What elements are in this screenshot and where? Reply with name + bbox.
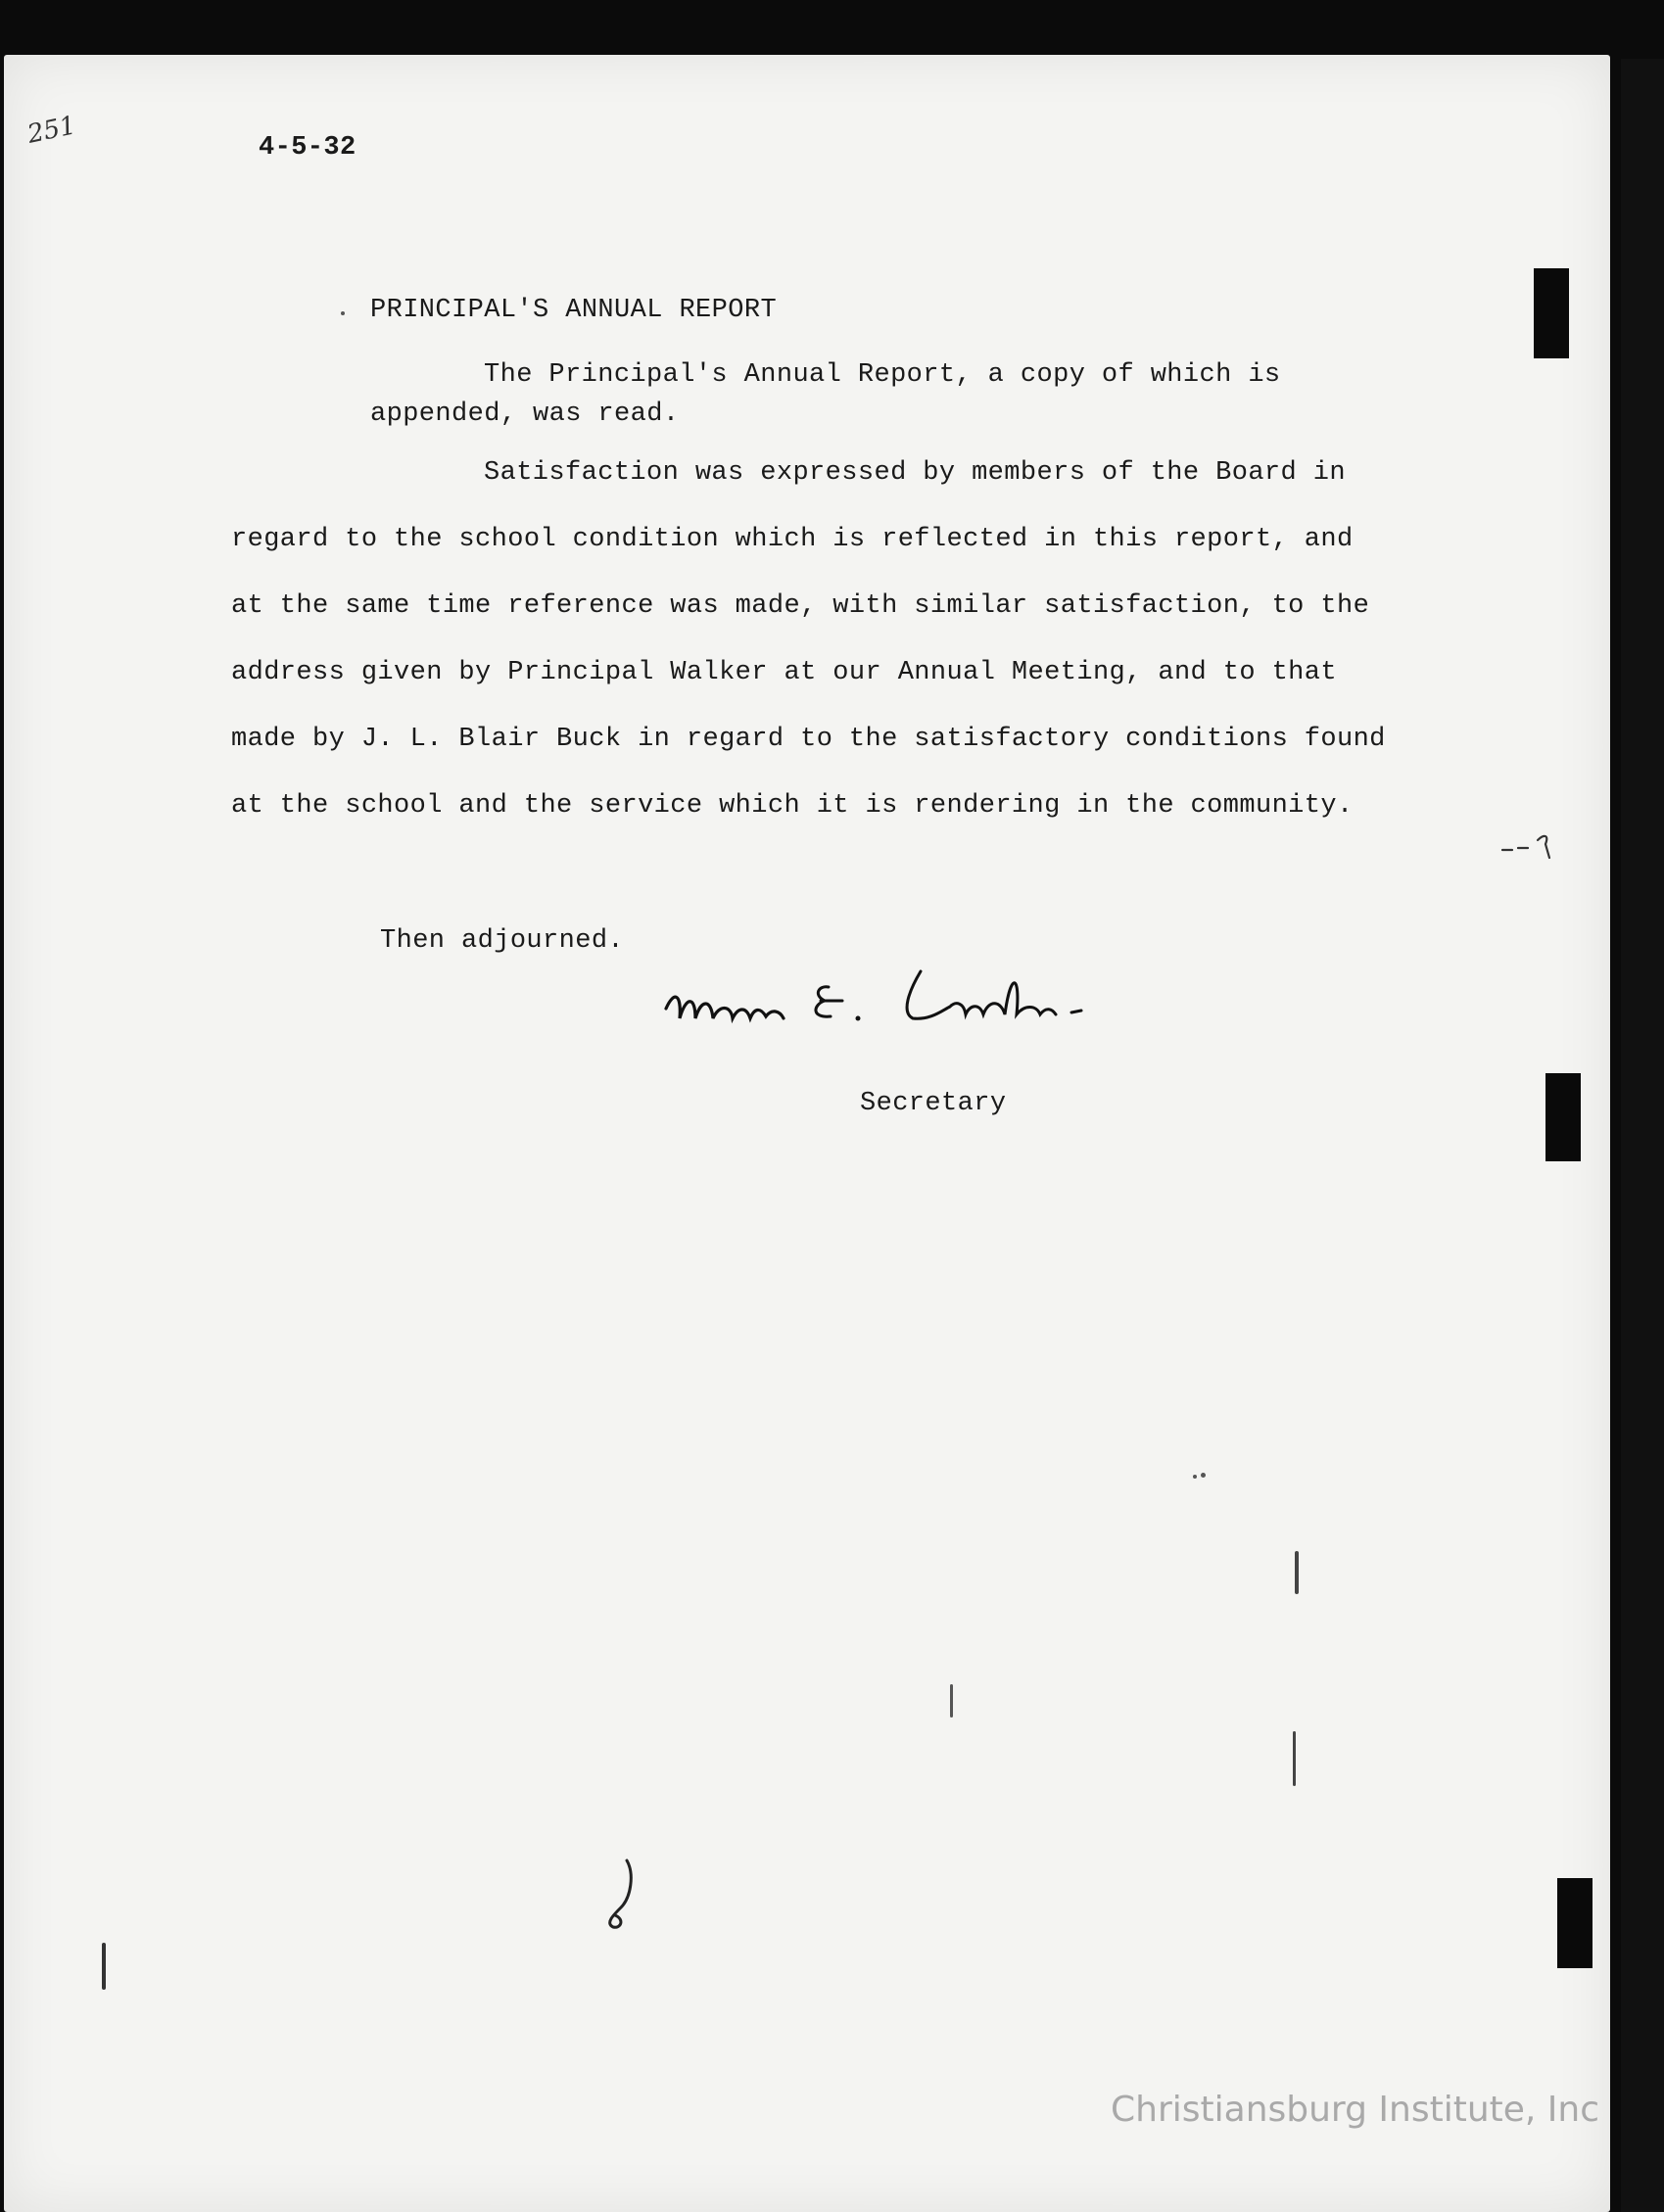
film-tab-top <box>1534 268 1569 358</box>
pencil-mark <box>592 1855 650 1933</box>
film-tab-bottom <box>1557 1878 1593 1968</box>
signature-title: Secretary <box>860 1089 1007 1118</box>
scan-artifact <box>102 1943 106 1990</box>
scan-artifact <box>341 311 345 315</box>
paragraph-2-line-5: made by J. L. Blair Buck in regard to the satisfactory conditions found <box>231 725 1386 754</box>
paragraph-2-line-4: address given by Principal Walker at our Annual Meeting, and to that <box>231 658 1337 687</box>
closing-line: Then adjourned. <box>380 926 625 956</box>
film-tab-middle <box>1545 1073 1581 1161</box>
document-date: 4-5-32 <box>259 133 357 163</box>
scan-artifact <box>1295 1551 1299 1594</box>
margin-scribble <box>1498 824 1567 864</box>
paragraph-2-line-3: at the same time reference was made, with similar satisfaction, to the <box>231 591 1370 621</box>
margin-note: 251 <box>24 111 79 150</box>
paragraph-1-line-1: The Principal's Annual Report, a copy of which is <box>484 360 1281 390</box>
watermark: Christiansburg Institute, Inc <box>1111 2090 1600 2130</box>
scan-edge-strip <box>1621 59 1664 2212</box>
scan-artifact <box>1201 1473 1206 1478</box>
handwritten-signature <box>656 962 1146 1050</box>
paragraph-2-line-2: regard to the school condition which is reflected in this report, and <box>231 525 1354 554</box>
paragraph-2-line-6: at the school and the service which it is rendering in the community. <box>231 791 1354 821</box>
paragraph-1-line-2: appended, was read. <box>370 400 680 429</box>
scan-artifact <box>1293 1731 1296 1786</box>
paragraph-2-line-1: Satisfaction was expressed by members of the Board in <box>484 458 1346 488</box>
section-heading: PRINCIPAL'S ANNUAL REPORT <box>370 296 778 325</box>
scan-artifact <box>950 1684 953 1718</box>
scan-artifact <box>1193 1475 1197 1479</box>
